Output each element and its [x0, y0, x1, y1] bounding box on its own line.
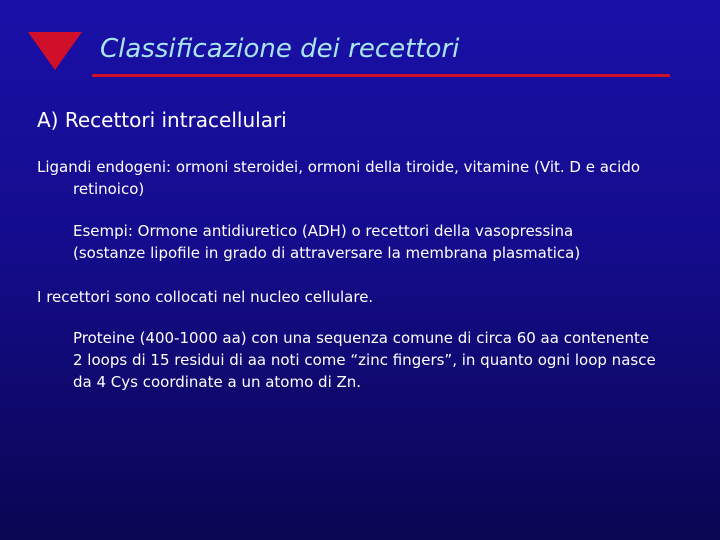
ligandi-paragraph	[37, 156, 697, 200]
red-triangle-decoration	[0, 0, 90, 80]
nucleo-paragraph: I recettori sono collocati nel nucleo cellulare.	[37, 288, 374, 306]
esempi-line-2: (sostanze lipofile in grado di attraversare la membrana plasmatica)	[73, 244, 581, 262]
title-underline	[92, 74, 670, 77]
esempi-line-1: Esempi: Ormone antidiuretico (ADH) o recettori della vasopressina	[73, 222, 574, 240]
section-heading: A) Recettori intracellulari	[37, 108, 287, 132]
proteine-paragraph	[73, 327, 713, 393]
proteine-line-2: 2 loops di 15 residui di aa noti come “zinc fingers”, in quanto ogni loop nasce	[73, 351, 656, 369]
proteine-line-3: da 4 Cys coordinate a un atomo di Zn.	[73, 373, 362, 391]
ligandi-line-1: Ligandi endogeni: ormoni steroidei, ormoni della tiroide, vitamine (Vit. D e acido	[37, 158, 641, 176]
slide-title: Classificazione dei recettori	[100, 34, 460, 64]
proteine-line-1: Proteine (400-1000 aa) con una sequenza comune di circa 60 aa contenente	[73, 329, 650, 347]
esempi-paragraph	[73, 220, 713, 264]
ligandi-line-2: retinoico)	[73, 180, 145, 198]
